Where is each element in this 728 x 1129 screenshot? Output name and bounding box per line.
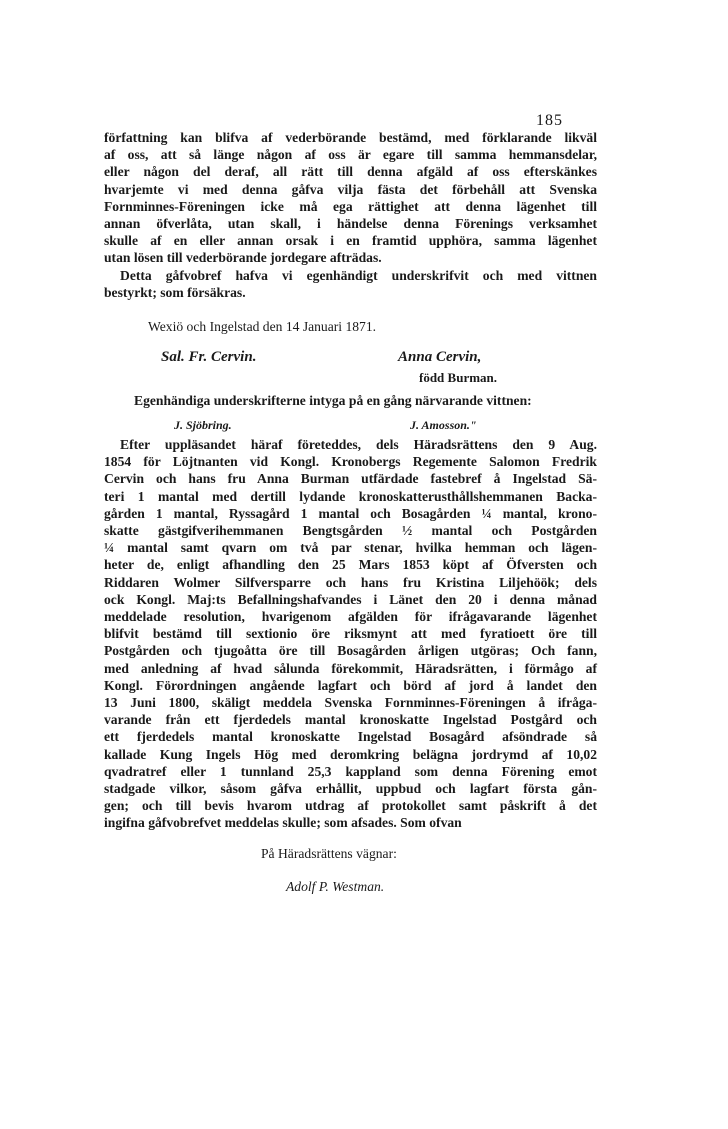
paragraph-deed-terms bbox=[104, 129, 597, 301]
text-line: Kongl. Förordningen angående lagfart och börd af jord å landet den bbox=[104, 677, 597, 693]
text-line: ett fjerdedels mantal kronoskatte Ingelstad Bosagård afsöndrade så bbox=[104, 729, 597, 745]
page-number: 185 bbox=[536, 112, 563, 129]
text-line: 1854 för Löjtnanten vid Kongl. Kronobergs Regemente Salomon Fredrik bbox=[104, 454, 597, 470]
text-line: hvarjemte vi med denna gåfva vilja fästa det förbehåll att Svenska bbox=[104, 181, 597, 197]
witness-left: J. Sjöbring. bbox=[174, 418, 232, 432]
text-line: gården 1 mantal, Ryssagård 1 mantal och Bosagården ¼ mantal, krono- bbox=[104, 505, 597, 521]
place-date: Wexiö och Ingelstad den 14 Januari 1871. bbox=[148, 319, 377, 334]
text-line: stadgade vilkor, såsom gåfva erhållit, uppbud och lagfart första gån- bbox=[104, 781, 597, 797]
text-line: varande från ett fjerdedels mantal kronoskatte Ingelstad Postgård och bbox=[104, 712, 597, 728]
text-line: Cervin och hans fru Anna Burman utfärdade fastebref å Ingelstad Sä- bbox=[104, 471, 597, 487]
text-line: eller någon del deraf, all rätt till denna afgäld af oss efterskänkes bbox=[104, 164, 597, 180]
text-line: gen; och till bevis hvarom utdrag af protokollet samt påskrift å det bbox=[104, 798, 597, 814]
text-line: kallade Kung Ingels Hög med deromkring belägna jordrymd af 10,02 bbox=[104, 746, 597, 762]
witness-right: J. Amosson." bbox=[410, 418, 477, 432]
text-line: teri 1 mantal med dertill lydande kronoskatterusthållshemmanen Backa- bbox=[104, 488, 597, 504]
text-line: skatte gästgifverihemmanen Bengtsgården ½ mantal och Postgården bbox=[104, 523, 597, 539]
text-line: af oss, att så länge någon af oss är egare till samma hemmansdelar, bbox=[104, 147, 597, 163]
paragraph-court-record bbox=[104, 436, 597, 832]
text-line: ock Kongl. Maj:ts Befallningshafvandes i Länet den 20 i denna månad bbox=[104, 591, 597, 607]
attestation-line: Egenhändiga underskrifterne intyga på en gång närvarande vittnen: bbox=[134, 393, 532, 408]
text-line: blifvit bestämd till sextionio öre riksmynt att med fyratioett öre till bbox=[104, 626, 597, 642]
text-line: meddelade resolution, hvarigenom afgälden för ifrågavarande lägenhet bbox=[104, 609, 597, 625]
text-line: författning kan blifva af vederbörande bestämd, med förklarande likväl bbox=[104, 130, 597, 145]
text-line: annan öfverlåta, utan skall, i händelse denna Förenings verksamhet bbox=[104, 216, 597, 232]
text-line: 13 Juni 1800, skäligt meddela Svenska Fornminnes-Föreningen å ifråga- bbox=[104, 695, 597, 711]
text-line: med anledning af hvad sålunda förekommit, Häradsrätten, i förmågo af bbox=[104, 660, 597, 676]
text-line: ¼ mantal samt qvarn om två par stenar, hvilka hemman och lägen- bbox=[104, 540, 597, 556]
text-line: Postgården och tjugoåtta öre till Bosagården årligen utgöras; Och fann, bbox=[104, 643, 597, 659]
text-line: qvadratref eller 1 tunnland 25,3 kappland som denna Förening emot bbox=[104, 763, 597, 779]
text-line: heter de, enligt afhandling den 25 Mars 1853 köpt af Öfversten och bbox=[104, 557, 597, 573]
signature-right: Anna Cervin, bbox=[398, 349, 482, 365]
text-line: bestyrkt; som försäkras. bbox=[104, 284, 246, 300]
text-line: skulle af en eller annan orsak i en framtid upphöra, samma lägenhet bbox=[104, 233, 597, 249]
text-line: Fornminnes-Föreningen icke må ega rättighet att denna lägenhet till bbox=[104, 198, 597, 214]
text-line: ingifna gåfvobrefvet meddelas skulle; som afsades. Som ofvan bbox=[104, 815, 462, 831]
signature-right-note: född Burman. bbox=[419, 370, 498, 385]
text-line: Riddaren Wolmer Silfversparre och hans fru Kristina Liljehöök; dels bbox=[104, 574, 597, 590]
clerk-signature: Adolf P. Westman. bbox=[286, 879, 385, 894]
text-line: utan lösen till vederbörande jordegare afträdas. bbox=[104, 250, 382, 266]
text-line: Detta gåfvobref hafva vi egenhändigt underskrifvit och med vittnen bbox=[120, 267, 597, 283]
signature-left: Sal. Fr. Cervin. bbox=[161, 349, 257, 365]
court-line: På Häradsrättens vägnar: bbox=[261, 846, 397, 861]
text-line: Efter uppläsandet häraf företeddes, dels Häradsrättens den 9 Aug. bbox=[120, 437, 597, 452]
